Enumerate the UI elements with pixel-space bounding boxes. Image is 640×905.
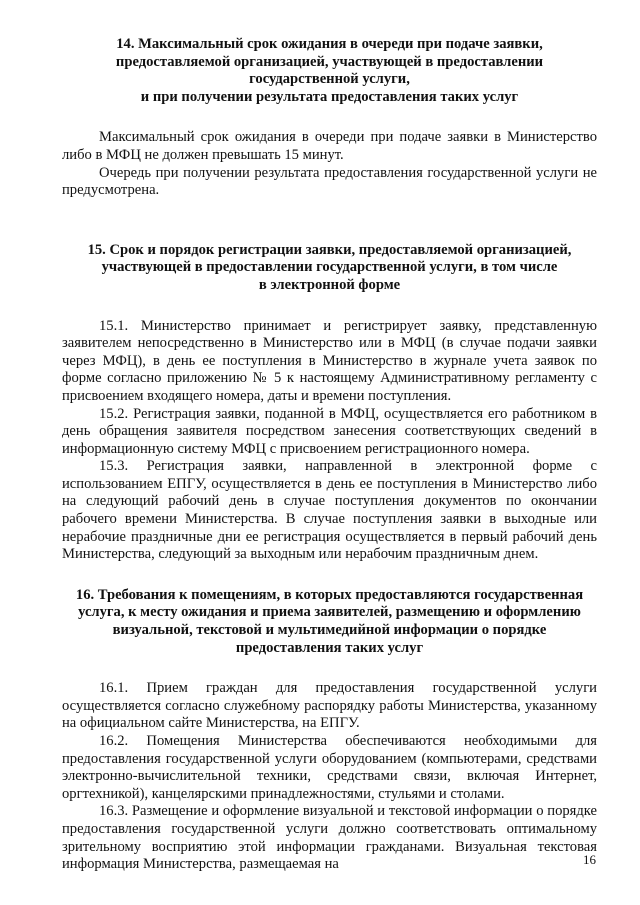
page-number: 16: [583, 852, 596, 867]
section-15-body: [62, 318, 597, 564]
section-16-heading-line: 16. Требования к помещениям, в которых предоставляются государственная: [75, 586, 584, 603]
section-15-heading: [62, 242, 597, 295]
paragraph-16-3: 16.3. Размещение и оформление визуальной и текстовой информации о порядке предоставления государственной услуги должно соответствовать оптимальному зрительному восприятию этой информации гражданами. Визуальная текстовая информация Министерства, размещаемая на: [62, 803, 597, 873]
section-14-heading-line: предоставляемой организацией, участвующей в предоставлении: [115, 53, 544, 70]
section-14-body: [62, 129, 597, 199]
section-14-heading-line: государственной услуги,: [249, 71, 410, 88]
section-14-heading: [62, 36, 597, 106]
paragraph-15-1: 15.1. Министерство принимает и регистрирует заявку, представленную заявителем непосредственно в Министерство или в МФЦ (в случае подачи заявки через МФЦ), в день ее поступления в Министерство в журнале учета заявок по форме согласно приложению № 5 к настоящему Административному регламенту с присвоением входящего номера, даты и времени поступления.: [62, 317, 597, 404]
section-14-heading-line: 14. Максимальный срок ожидания в очереди при подаче заявки,: [116, 36, 543, 52]
paragraph-16-1: 16.1. Прием граждан для предоставления государственной услуги осуществляется согласно служебному распорядку работы Министерства, указанному на официальном сайте Министерства, на ЕПГУ.: [62, 680, 597, 732]
paragraph-16-2: 16.2. Помещения Министерства обеспечиваются необходимыми для предоставления государственной услуги оборудованием (компьютерами, средствами электронно-вычислительной техники, средствами связи, включая Интернет, оргтехникой), канцелярскими принадлежностями, стульями и столами.: [62, 733, 597, 802]
page-content: [62, 36, 597, 874]
paragraph: Максимальный срок ожидания в очереди при подаче заявки в Министерство либо в МФЦ не должен превышать 15 минут.: [62, 129, 597, 163]
paragraph-15-3: 15.3. Регистрация заявки, направленной в электронной форме с использованием ЕПГУ, осуществляется в день ее поступления в Министерство либо на следующий рабочий день в случае поступления документов по окончании рабочего времени Министерства. В случае поступления заявки в выходные или нерабочие праздничные дни ее регистрация осуществляется в первый рабочий день Министерства, следующий за выходным или нерабочим праздничным днем.: [62, 458, 597, 563]
section-16-heading-line: предоставления таких услуг: [235, 639, 424, 656]
section-15-heading-line: 15. Срок и порядок регистрации заявки, предоставляемой организацией,: [87, 241, 572, 258]
section-16-heading-line: услуга, к месту ожидания и приема заявителей, размещению и оформлению: [78, 604, 581, 621]
section-15-heading-line: участвующей в предоставлении государственной услуги, в том числе: [101, 259, 558, 276]
paragraph-15-2: 15.2. Регистрация заявки, поданной в МФЦ, осуществляется его работником в день обращения заявителя посредством занесения соответствующих сведений в информационную систему МФЦ с присвоением регистрационного номера.: [62, 405, 597, 457]
section-16-body: [62, 680, 597, 874]
paragraph: Очередь при получении результата предоставления государственной услуги не предусмотрена.: [62, 164, 597, 199]
section-16-heading: [62, 587, 597, 657]
section-16-heading-line: визуальной, текстовой и мультимедийной информации о порядке: [112, 622, 547, 639]
section-15-heading-line: в электронной форме: [258, 276, 401, 293]
section-14-heading-line: и при получении результата предоставления таких услуг: [140, 88, 519, 105]
